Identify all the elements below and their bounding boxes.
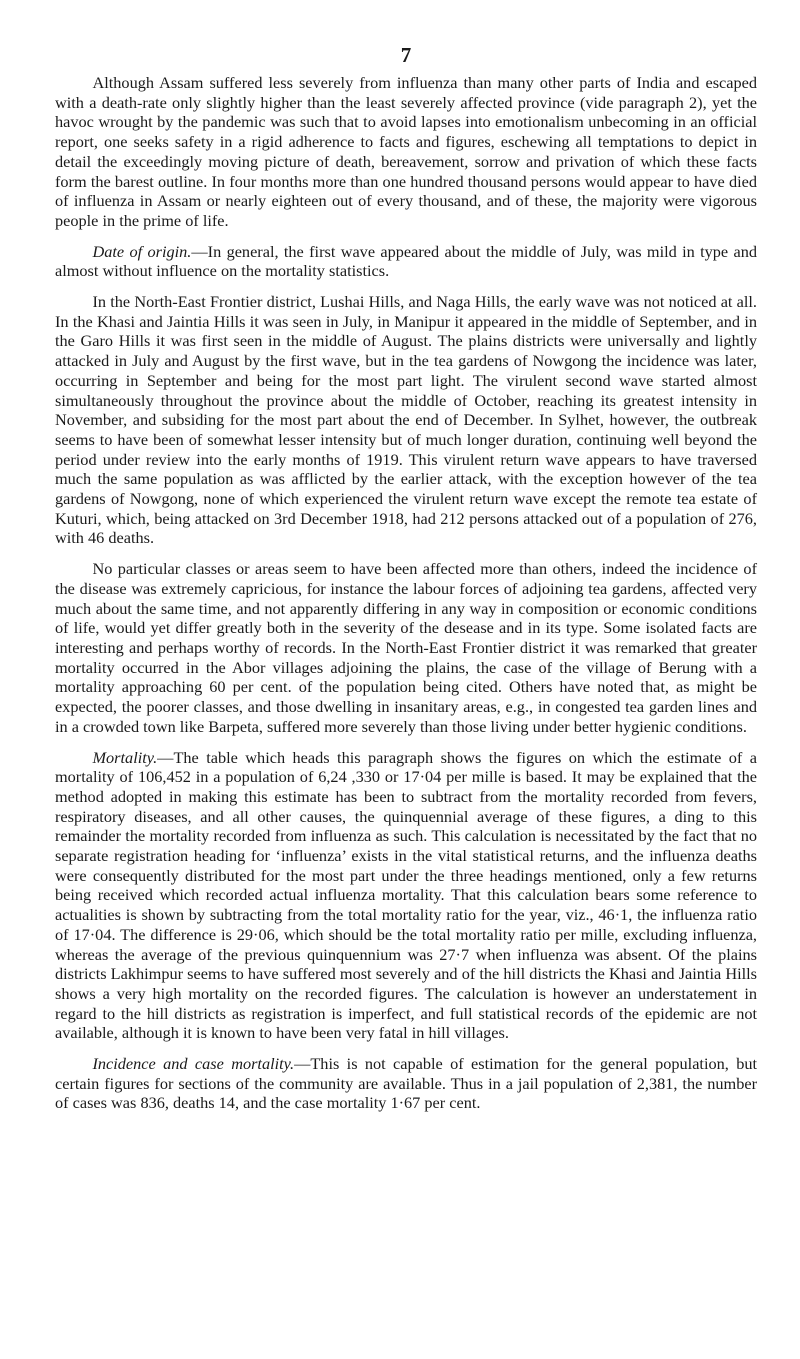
paragraph-incidence [55,1054,757,1113]
paragraph-text: In the North-East Frontier district, Lushai Hills, and Naga Hills, the early wave was not noticed at all. In the Khasi and Jaintia Hills it was seen in July, in Manipur it appeared in the middle of September, and in the Garo Hills it was first seen in the middle of August. The plains districts were universally and lightly attacked in July and August by the first wave, but in the tea gardens of Nowgong the incidence was later, occurring in September and being for the most part light. The virulent second wave started almost simultaneously throughout the province about the middle of October, reaching its greatest intensity in November, and subsiding for the most part about the end of December. In Sylhet, however, the outbreak seems to have been of somewhat lesser intensity but of much longer duration, continuing well beyond the period under review into the early months of 1919. This virulent return wave appears to have traversed much the same population as was afflicted by the earlier attack, with the exception however of the tea gardens of Nowgong, none of which experienced the virulent return wave except the remote tea estate of Kuturi, which, being attacked on 3rd December 1918, had 212 persons attacked out of a population of 276, with 46 deaths. [55,292,757,548]
paragraph-heading: Mortality. [92,747,158,767]
paragraph-text: —The table which heads this paragraph shows the figures on which the estimate of a mortality of 106,452 in a population of 6,24 ,330 or 17·04 per mille is based. It may be explained that the method adopted in making this estimate has been to subtract from the mortality recorded from fevers, respiratory diseases, and all other causes, the quinquennial average of these figures, a ding to this remainder the mortality recorded from influenza as such. This calculation is necessitated by the fact that no separate registration heading for ‘influenza’ exists in the vital statistical returns, and the influenza deaths were consequently distributed for the most part under the three headings mentioned, only a few returns being received which recorded actual influenza mortality. That this calculation bears some reference to actualities is shown by subtracting from the total mortality ratio for the year, viz., 46·1, the influenza ratio of 17·04. The difference is 29·06, which should be the total mortality ratio per mille, excluding influenza, whereas the average of the previous quinquennium was 27·7 when influenza was absent. Of the plains districts Lakhimpur seems to have suffered most severely and of the hill districts the Khasi and Jaintia Hills shows a very high mortality on the recorded figures. The calculation is however an understatement in regard to the hill districts as registration is imperfect, and full statistical records of the epidemic are not available, although it is known to have been very fatal in hill villages. [55,747,757,1043]
paragraph-date-of-origin [55,242,757,281]
paragraph-introduction [55,73,757,231]
paragraph-mortality [55,748,757,1044]
paragraph-text: —This is not capable of estimation for the general population, but certain figures for sections of the community are available. Thus in a jail population of 2,381, the number of cases was 836, deaths 14, and the case mortality 1·67 per cent. [55,1054,758,1113]
document-page [55,42,757,1124]
page-number: 7 [400,43,412,67]
paragraph-text: No particular classes or areas seem to have been affected more than others, indeed the incidence of the disease was extremely capricious, for instance the labour forces of adjoining tea gardens, affected very much about the same time, and not apparently differing in any way in composition or economic conditions of life, would yet differ greatly both in the severity of the desease and in its type. Some isolated facts are interesting and perhaps worthy of records. In the North-East Frontier district it was remarked that greater mortality occurred in the Abor villages adjoining the plains, the case of the village of Berung with a mortality approaching 60 per cent. of the population being cited. Others have noted that, as might be expected, the poorer classes, and those dwelling in insanitary areas, e.g., in congested tea garden lines and in a crowded town like Barpeta, suffered more severely than those living under better hygienic conditions. [55,559,757,736]
paragraph-regional-waves [55,292,757,548]
paragraph-text: —In general, the first wave appeared about the middle of July, was mild in type and almost without influence on the mortality statistics. [55,241,758,281]
paragraph-text: Although Assam suffered less severely from influenza than many other parts of India and escaped with a death-rate only slightly higher than the least severely affected province (vide paragraph 2), yet the havoc wrought by the pandemic was such that to avoid lapses into emotionalism unbecoming in an official report, one seeks safety in a rigid adherence to facts and figures, eschewing all temptations to depict in detail the exceedingly moving picture of death, bereavement, sorrow and privation of which these facts form the barest outline. In four months more than one hundred thousand persons would appear to have died of influenza in Assam or nearly eighteen out of every thousand, and of these, the majority were vigorous people in the prime of life. [55,73,757,230]
paragraph-affected-classes [55,559,757,736]
paragraph-heading: Date of origin. [92,241,192,261]
paragraph-heading: Incidence and case mortality. [92,1054,295,1074]
